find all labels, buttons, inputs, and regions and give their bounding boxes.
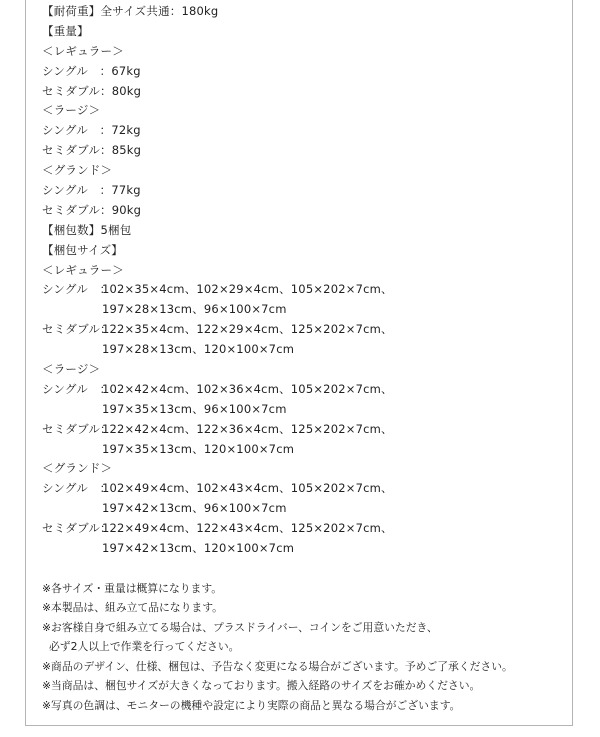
weight-grand-semidouble: セミダブル：90kg [42,202,142,217]
package-size-heading: 【梱包サイズ】 [42,242,123,257]
pkg-sizes: 102×49×4cm、102×43×4cm、105×202×7cm、 [102,481,393,496]
pkg-large-title: ＜ラージ＞ [42,362,101,377]
pkg-sizes-cont: 197×28×13cm、96×100×7cm [102,302,287,317]
weight-regular-title: ＜レギュラー＞ [42,43,124,58]
note-item: ※お客様自身で組み立てる場合は、プラスドライバー、コインをご用意いただき、 [42,620,438,634]
pkg-large-single [42,380,562,400]
pkg-sizes: 122×35×4cm、122×29×4cm、125×202×7cm、 [102,322,393,337]
pkg-label: セミダブル： [42,521,112,536]
note-item: ※本製品は、組み立て品になります。 [42,601,223,615]
pkg-label: セミダブル： [42,421,112,436]
pkg-regular-semidouble [42,320,562,340]
pkg-label: セミダブル： [42,322,112,337]
pkg-sizes-cont: 197×42×13cm、96×100×7cm [102,501,287,516]
pkg-sizes-cont: 197×35×13cm、120×100×7cm [102,441,295,456]
pkg-label: シングル ： [42,282,112,297]
weight-large-semidouble: セミダブル：85kg [42,143,142,158]
load-capacity: 【耐荷重】全サイズ共通：180kg [42,4,219,18]
pkg-sizes-cont: 197×42×13cm、120×100×7cm [102,541,295,556]
pkg-regular-single [42,280,562,300]
weight-regular-single: シングル ：67kg [42,63,141,78]
pkg-sizes: 122×49×4cm、122×43×4cm、125×202×7cm、 [102,521,393,536]
weight-heading: 【重量】 [42,23,89,38]
pkg-label: シングル ： [42,481,112,496]
pkg-label: シングル ： [42,381,112,396]
note-item: 必ず2人以上で作業を行ってください。 [49,640,240,654]
pkg-sizes: 122×42×4cm、122×36×4cm、125×202×7cm、 [102,421,393,436]
weight-grand-single: シングル ：77kg [42,183,141,198]
note-item: ※当商品は、梱包サイズが大きくなっております。搬入経路のサイズをお確かめください。 [42,679,481,693]
pkg-large-semidouble [42,420,562,440]
weight-large-single: シングル ：72kg [42,123,141,138]
note-item: ※写真の色調は、モニターの機種や設定により実際の商品と異なる場合がございます。 [42,698,461,712]
notes-list [42,579,562,716]
pkg-grand-semidouble [42,519,562,539]
pkg-grand-single [42,479,562,499]
pkg-sizes: 102×35×4cm、102×29×4cm、105×202×7cm、 [102,282,393,297]
pkg-regular-title: ＜レギュラー＞ [42,262,124,277]
note-item: ※商品のデザイン、仕様、梱包は、予告なく変更になる場合がございます。予めご了承ください。 [42,659,513,673]
package-count: 【梱包数】5梱包 [42,222,132,237]
weight-regular-semidouble: セミダブル：80kg [42,83,142,98]
pkg-sizes-cont: 197×35×13cm、96×100×7cm [102,401,287,416]
pkg-grand-title: ＜グランド＞ [42,461,113,476]
weight-grand-title: ＜グランド＞ [42,163,113,178]
weight-large-title: ＜ラージ＞ [42,103,101,118]
note-item: ※各サイズ・重量は概算になります。 [42,581,223,595]
spec-content [42,2,562,715]
pkg-sizes-cont: 197×28×13cm、120×100×7cm [102,342,295,357]
spacer [42,559,562,579]
pkg-sizes: 102×42×4cm、102×36×4cm、105×202×7cm、 [102,381,393,396]
